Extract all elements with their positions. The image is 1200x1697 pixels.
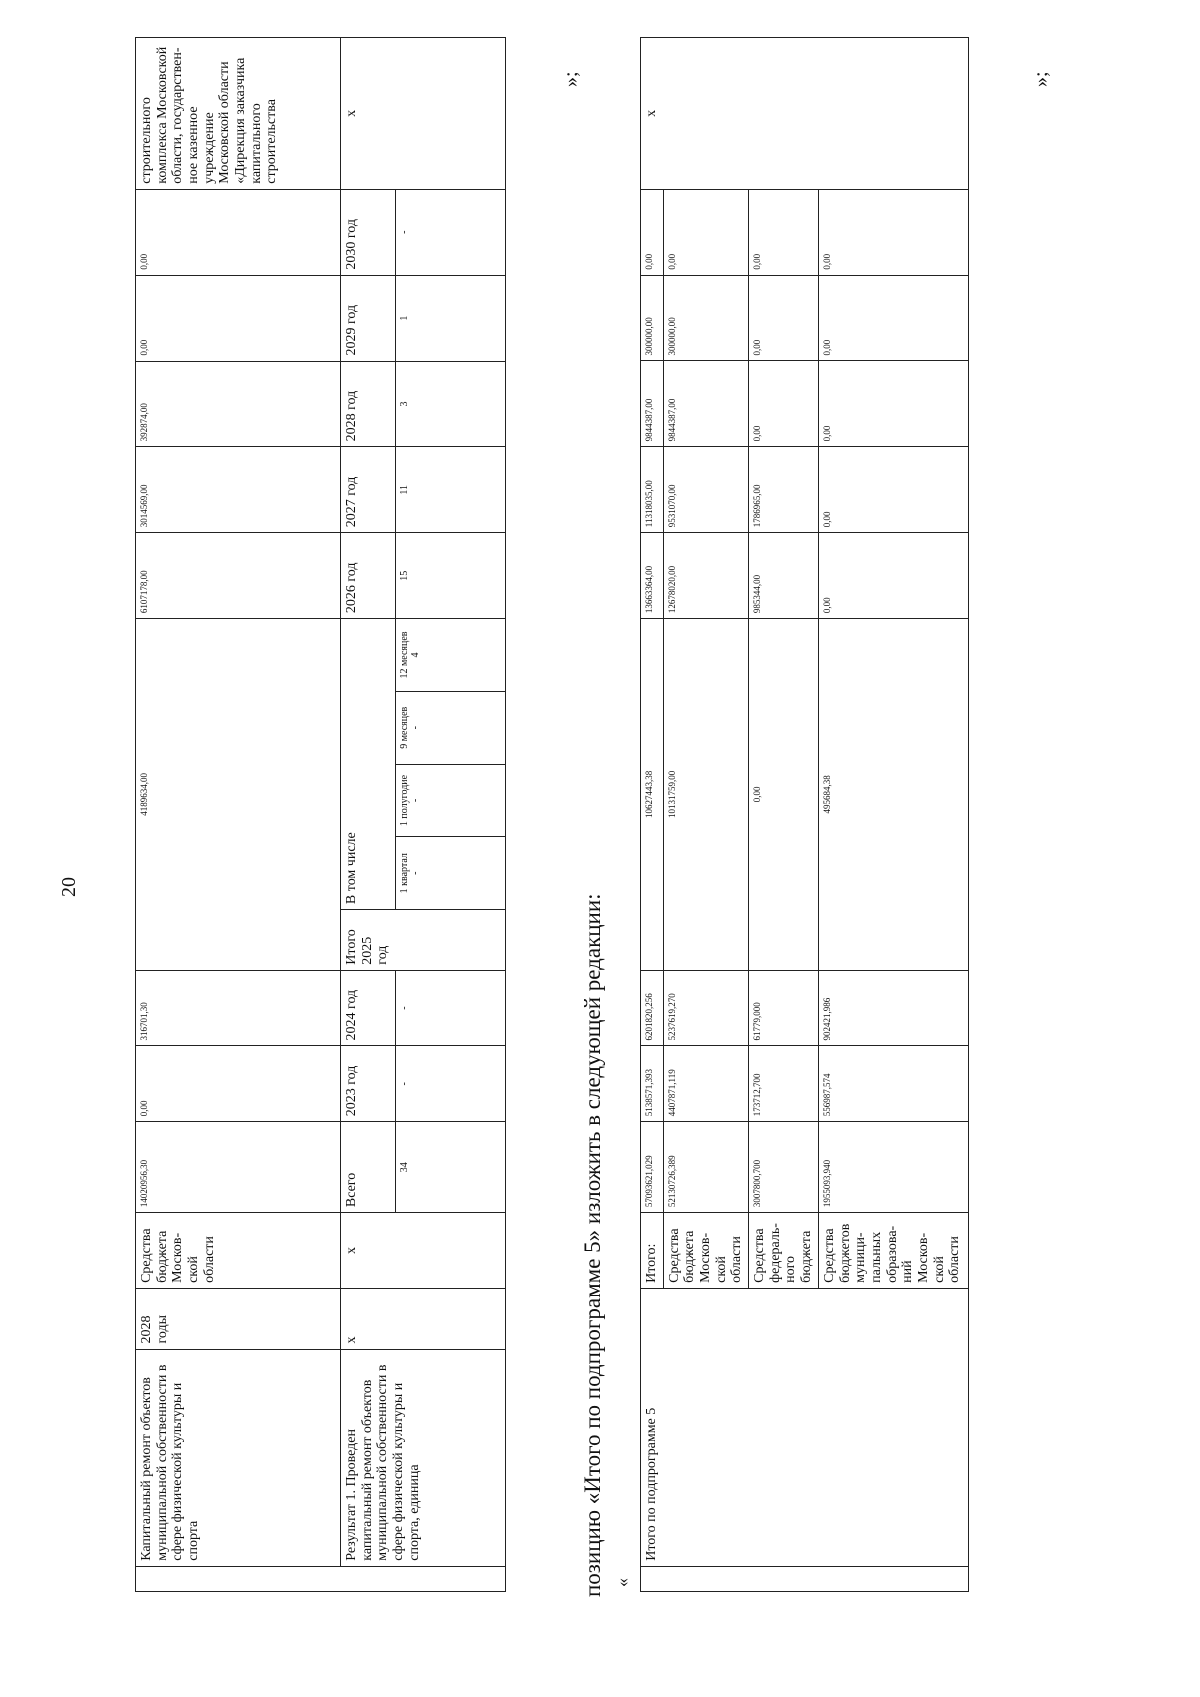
opening-quote: «	[612, 1578, 632, 1587]
executor: строительного комплекса Московской области, государствен-ное казенное учреждение Московской области «Дирекция заказчика капитального строительства	[136, 38, 341, 190]
x-mark: x	[341, 38, 506, 190]
value-2024: 6201820,256	[641, 970, 664, 1046]
funding-source: Итого:	[641, 1213, 664, 1289]
value-total: 34	[396, 1122, 506, 1213]
value-2023: -	[396, 1046, 506, 1122]
value-half-year: -	[410, 798, 422, 803]
period: 2028 годы	[136, 1288, 341, 1349]
header-itogo-2025	[341, 910, 506, 971]
funding-source: Средства бюджетов муници-пальных образова-ний Москов-ской области	[819, 1213, 969, 1289]
funding-source: Средства бюджета Москов-ской области	[663, 1213, 748, 1289]
table-row	[136, 38, 341, 1592]
header-quarter-1: 1 квартал	[399, 853, 410, 894]
value-2023: 5138571,393	[641, 1046, 664, 1122]
table-capital-repair	[135, 37, 506, 1592]
value-2024: 5237619,270	[663, 970, 748, 1046]
value-2029: 1	[396, 275, 506, 361]
header-2028: 2028 год	[341, 361, 396, 447]
total-value: 57093621,029	[641, 1122, 664, 1213]
header-12-months: 12 месяцев	[399, 631, 410, 679]
value-2023: 4407871,119	[663, 1046, 748, 1122]
value-2025: 0,00	[749, 619, 819, 971]
x-mark: x	[341, 1288, 506, 1349]
value-2025: 4189634,00	[136, 619, 341, 971]
page-number: 20	[58, 877, 80, 897]
value-2028: 9844387,00	[641, 361, 664, 447]
value-2024: -	[396, 970, 506, 1046]
result-name: Результат 1. Проведен капитальный ремонт объектов муниципальной собственности в сфере физической культуры и спорта, единица	[341, 1349, 506, 1566]
value-2028: 0,00	[749, 361, 819, 447]
x-mark: x	[641, 38, 969, 190]
value-2025: 10131759,00	[663, 619, 748, 971]
closing-quote: »;	[1030, 71, 1052, 87]
value-2024: 61779,000	[749, 970, 819, 1046]
nine-months-cell	[396, 691, 506, 764]
header-2027: 2027 год	[341, 447, 396, 533]
value-2026: 15	[396, 533, 506, 619]
header-in-that-number: В том числе	[341, 619, 396, 910]
value-2030: 0,00	[663, 189, 748, 275]
value-2027: 11	[396, 447, 506, 533]
value-2026: 0,00	[819, 533, 969, 619]
value-2027: 0,00	[819, 447, 969, 533]
value-2028: 0,00	[819, 361, 969, 447]
value-2029: 0,00	[749, 275, 819, 361]
value-2029: 300000,00	[641, 275, 664, 361]
blank-cell	[136, 1566, 506, 1591]
value-2029: 300000,00	[663, 275, 748, 361]
table-row	[341, 38, 396, 1592]
total-value: 3007800,700	[749, 1122, 819, 1213]
value-2023: 0,00	[136, 1046, 341, 1122]
header-half-year: 1 полугодие	[399, 774, 410, 827]
value-2025: 10627443,38	[641, 619, 664, 971]
closing-quote: »;	[560, 71, 582, 87]
value-2029: 0,00	[819, 275, 969, 361]
blank-cell	[641, 1566, 969, 1591]
header-itogo-2025-label: Итого 2025 год	[344, 929, 391, 965]
total-value: 14020956,30	[136, 1122, 341, 1213]
value-2024: 316701,30	[136, 970, 341, 1046]
value-2027: 11318035,00	[641, 447, 664, 533]
x-mark: x	[341, 1213, 506, 1289]
value-2030: -	[396, 189, 506, 275]
half-year-cell	[396, 764, 506, 837]
twelve-months-cell	[396, 619, 506, 692]
header-2023: 2023 год	[341, 1046, 396, 1122]
funding-source: Средства федераль-ного бюджета	[749, 1213, 819, 1289]
value-2030: 0,00	[641, 189, 664, 275]
subprogram-label: Итого по подпрограмме 5	[641, 1288, 969, 1566]
amendment-heading: позицию «Итого по подпрограмме 5» изложить в следующей редакции:	[580, 893, 605, 1597]
value-2028: 3	[396, 361, 506, 447]
value-2030: 0,00	[749, 189, 819, 275]
value-2023: 173712,700	[749, 1046, 819, 1122]
value-2026: 6107178,00	[136, 533, 341, 619]
value-2024: 902421,986	[819, 970, 969, 1046]
header-2026: 2026 год	[341, 533, 396, 619]
header-2024: 2024 год	[341, 970, 396, 1046]
value-2026: 985344,00	[749, 533, 819, 619]
funding-source: Средства бюджета Москов-ской области	[136, 1213, 341, 1289]
value-2025: 495684,38	[819, 619, 969, 971]
value-2027: 3014569,00	[136, 447, 341, 533]
table-subprogram-total	[640, 37, 969, 1592]
value-2030: 0,00	[136, 189, 341, 275]
header-2029: 2029 год	[341, 275, 396, 361]
value-2023: 556987,574	[819, 1046, 969, 1122]
header-9-months: 9 месяцев	[399, 706, 410, 749]
measure-name: Капитальный ремонт объектов муниципальной собственности в сфере физической культуры и спорта	[136, 1349, 341, 1566]
value-quarter-1: -	[410, 871, 422, 875]
value-2026: 12678020,00	[663, 533, 748, 619]
value-2029: 0,00	[136, 275, 341, 361]
value-2026: 13663364,00	[641, 533, 664, 619]
value-2028: 9844387,00	[663, 361, 748, 447]
value-2028: 392874,00	[136, 361, 341, 447]
value-2027: 1786965,00	[749, 447, 819, 533]
table-row	[641, 38, 664, 1592]
value-12-months: 4	[410, 652, 422, 658]
quarter-cell	[396, 837, 506, 910]
header-2030: 2030 год	[341, 189, 396, 275]
value-9-months: -	[410, 726, 422, 730]
total-value: 52130726,389	[663, 1122, 748, 1213]
header-total: Всего	[341, 1122, 396, 1213]
total-value: 1955093,940	[819, 1122, 969, 1213]
value-2027: 9531070,00	[663, 447, 748, 533]
value-2030: 0,00	[819, 189, 969, 275]
